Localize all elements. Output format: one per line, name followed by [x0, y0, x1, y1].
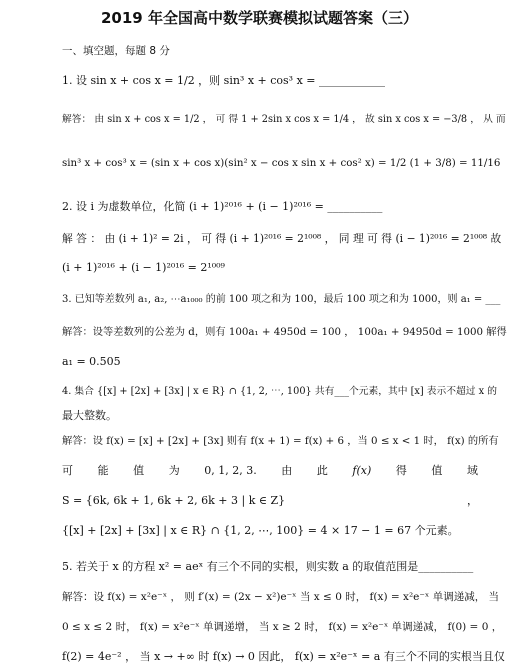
answer-2-line-2: (i + 1)²⁰¹⁶ + (i − 1)²⁰¹⁶ = 2¹⁰⁰⁹: [62, 261, 225, 274]
trailing-comma: ，: [467, 494, 478, 507]
word: 可: [62, 464, 73, 477]
word: 得: [395, 464, 407, 477]
answer-5-line-3: f(2) = 4e⁻² ， 当 x → +∞ 时 f(x) → 0 因此， f(x) = x²e⁻ˣ = a 有三个不同的实根当且仅: [62, 650, 505, 663]
question-3: 3. 已知等差数列 a₁, a₂, ⋯a₁₀₀₀ 的前 100 项之和为 100，最后 100 项之和为 1000，则 a₁ = ___: [62, 294, 501, 305]
answer-1-line-2: sin³ x + cos³ x = (sin x + cos x)(sin² x − cos x sin x + cos² x) = 1/2 (1 + 3/8) = 11/16: [62, 157, 501, 169]
word: 由: [281, 464, 293, 477]
question-2: 2. 设 i 为虚数单位，化简 (i + 1)²⁰¹⁶ + (i − 1)²⁰¹⁶ = __________: [62, 200, 383, 213]
word: 为: [168, 464, 180, 477]
answer-1-line-1: 解答： 由 sin x + cos x = 1/2 ， 可 得 1 + 2sin x cos x = 1/4 ， 故 sin x cos x = −3/8 ， 从 而: [62, 114, 506, 125]
answer-4-line-3: [62, 494, 478, 508]
answer-5-line-2: 0 ≤ x ≤ 2 时， f(x) = x²e⁻ˣ 单调递增， 当 x ≥ 2 时， f(x) = x²e⁻ˣ 单调递减， f(0) = 0 ，: [62, 621, 503, 633]
answer-4-line-4: {[x] + [2x] + [3x] | x ∈ R} ∩ {1, 2, ⋯, 100} = 4 × 17 − 1 = 67 个元素。: [62, 524, 459, 537]
question-1: 1. 设 sin x + cos x = 1/2 ，则 sin³ x + cos³ x = ____________: [62, 74, 385, 87]
word: f(x): [352, 464, 372, 477]
range-set: S = {6k, 6k + 1, 6k + 2, 6k + 3 | k ∈ Z}: [62, 494, 286, 507]
answer-4-line-1: 解答：设 f(x) = [x] + [2x] + [3x] 则有 f(x + 1) = f(x) + 6 ，当 0 ≤ x < 1 时， f(x) 的所有: [62, 435, 499, 447]
page-title: 2019 年全国高中数学联赛模拟试题答案（三）: [101, 9, 418, 27]
answer-4-line-2: [62, 464, 478, 478]
word: 0, 1, 2, 3.: [204, 464, 257, 477]
answer-3-line-1: 解答：设等差数列的公差为 d，则有 100a₁ + 4950d = 100 ， 100a₁ + 94950d = 1000 解得: [62, 326, 507, 338]
answer-2-line-1: 解 答 ： 由 (i + 1)² = 2i ， 可 得 (i + 1)²⁰¹⁶ = 2¹⁰⁰⁸ ， 同 理 可 得 (i − 1)²⁰¹⁶ = 2¹⁰⁰⁸ 故: [62, 232, 502, 245]
word: 域: [466, 464, 478, 477]
word: 能: [97, 464, 109, 477]
word: 此: [316, 464, 328, 477]
word: 值: [431, 464, 443, 477]
question-5: 5. 若关于 x 的方程 x² = aeˣ 有三个不同的实根，则实数 a 的取值范围是__________: [62, 560, 474, 573]
answer-3-line-2: a₁ = 0.505: [62, 355, 121, 368]
section-heading: 一、填空题，每题 8 分: [62, 45, 170, 57]
question-4-line-2: 最大整数。: [62, 409, 117, 422]
question-4-line-1: 4. 集合 {[x] + [2x] + [3x] | x ∈ R} ∩ {1, 2, ⋯, 100} 共有___个元素，其中 [x] 表示不超过 x 的: [62, 386, 497, 397]
word: 值: [133, 464, 145, 477]
answer-5-line-1: 解答：设 f(x) = x²e⁻ˣ ， 则 f′(x) = (2x − x²)e⁻ˣ 当 x ≤ 0 时， f(x) = x²e⁻ˣ 单调递减， 当: [62, 591, 500, 603]
